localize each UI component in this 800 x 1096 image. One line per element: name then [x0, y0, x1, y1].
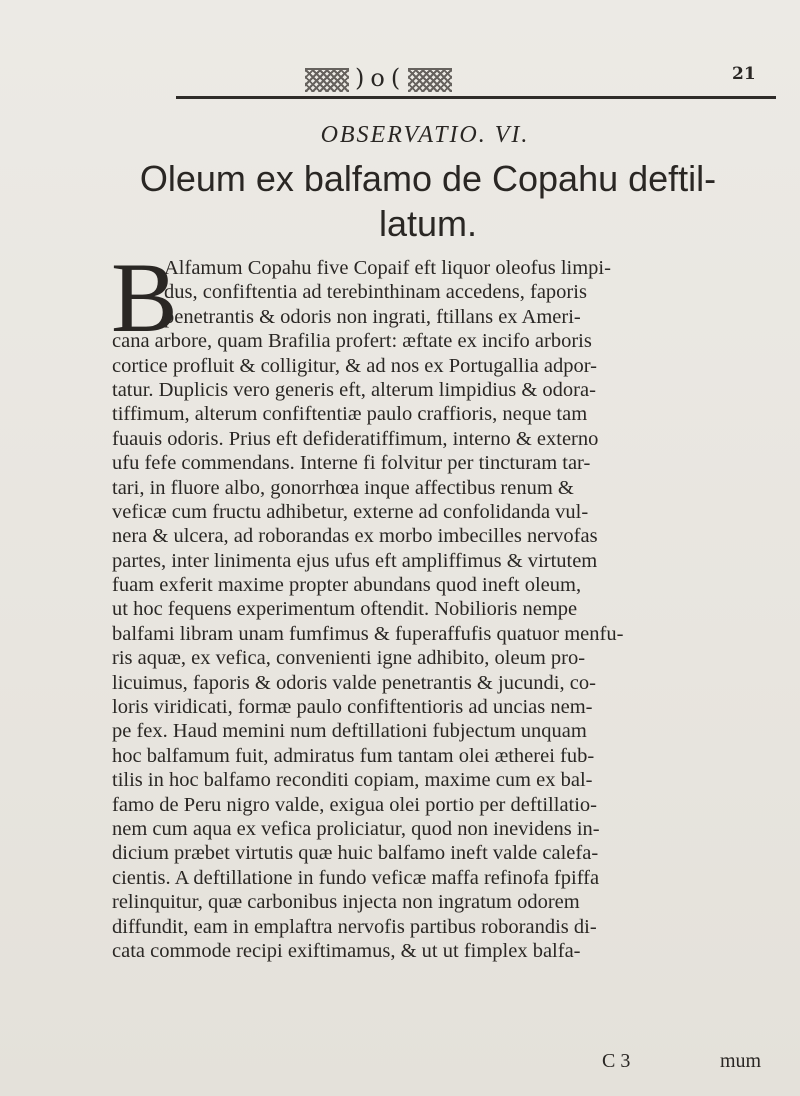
- text-line: pe fex. Haud memini num deftillationi fubjectum unquam: [112, 720, 587, 743]
- text-line: cortice profluit & colligitur, & ad nos ex Portugallia adpor-: [112, 354, 597, 377]
- text-line: tiffimum, alterum confiftentiæ paulo craffioris, neque tam: [112, 403, 588, 426]
- text-line: nera & ulcera, ad roborandas ex morbo imbecilles nervofas: [112, 525, 598, 548]
- text-line: famo de Peru nigro valde, exigua olei portio per deftillatio-: [112, 793, 598, 816]
- text-line: cata commode recipi exiftimamus, & ut ut fimplex balfa-: [112, 939, 581, 962]
- left-ornament-icon: [305, 68, 349, 92]
- text-line: relinquitur, quæ carbonibus injecta non ingratum odorem: [112, 891, 580, 914]
- text-line: dus, confiftentia ad terebinthinam accedens, faporis: [164, 281, 587, 304]
- text-line: tari, in fluore albo, gonorrhœa inque affectibus renum &: [112, 476, 574, 499]
- header-rule: [176, 96, 776, 99]
- text-line: nem cum aqua ex vefica proliciatur, quod non inevidens in-: [112, 817, 600, 840]
- text-line: partes, inter linimenta ejus ufus eft ampliffimus & virtutem: [112, 549, 598, 572]
- text-line: cientis. A deftillatione in fundo veficæ maffa refinofa fpiffa: [112, 866, 600, 889]
- text-line: loris viridicati, formæ paulo confiftentioris ad uncias nem-: [112, 696, 593, 719]
- catchword: mum: [720, 1050, 762, 1072]
- text-line: fuauis odoris. Prius eft defideratiffimum, interno & externo: [112, 427, 599, 450]
- text-line: tilis in hoc balfamo reconditi copiam, maxime cum ex bal-: [112, 769, 593, 792]
- text-line: ufu fefe commendans. Interne fi folvitur per tincturam tar-: [112, 452, 591, 475]
- title-line-1: Oleum ex balfamo de Copahu deftil-: [139, 158, 717, 199]
- text-line: hoc balfamum fuit, admiratus fum tantam olei ætherei fub-: [112, 744, 595, 767]
- text-line: cana arbore, quam Brafilia profert: æftate ex incifo arboris: [112, 330, 592, 353]
- signature-mark: C 3: [602, 1050, 631, 1072]
- drop-cap: B: [111, 242, 178, 353]
- text-line: tatur. Duplicis vero generis eft, alterum limpidius & odora-: [112, 378, 596, 401]
- text-line: licuimus, faporis & odoris valde penetrantis & jucundi, co-: [112, 671, 596, 694]
- right-ornament-icon: [408, 68, 452, 92]
- text-line: ris aquæ, ex vefica, convenienti igne adhibito, oleum pro-: [112, 647, 586, 670]
- text-line: Alfamum Copahu five Copaif eft liquor oleofus limpi-: [164, 257, 611, 279]
- text-line: fuam exferit maxime propter abundans quod ineft oleum,: [112, 574, 582, 597]
- text-line: ut hoc fequens experimentum oftendit. Nobilioris nempe: [112, 598, 578, 621]
- text-line: diffundit, eam in emplaftra nervofis partibus roborandis di-: [112, 915, 597, 938]
- text-line: dicium præbet virtutis quæ huic balfamo ineft valde calefa-: [112, 842, 599, 865]
- body-text: [111, 242, 787, 963]
- section-label: OBSERVATIO. VI.: [320, 122, 530, 148]
- title-line-2: latum.: [378, 203, 478, 244]
- text-line: balfami libram unam fumfimus & fuperaffufis quatuor menfu-: [112, 622, 624, 645]
- running-head: [0, 50, 800, 100]
- page-indicator: )o(: [355, 64, 407, 92]
- page-number: 21: [732, 64, 756, 84]
- text-line: veficæ cum fructu adhibetur, externe ad confolidanda vul-: [112, 500, 589, 523]
- text-line: penetrantis & odoris non ingrati, ftillans ex Ameri-: [164, 305, 581, 328]
